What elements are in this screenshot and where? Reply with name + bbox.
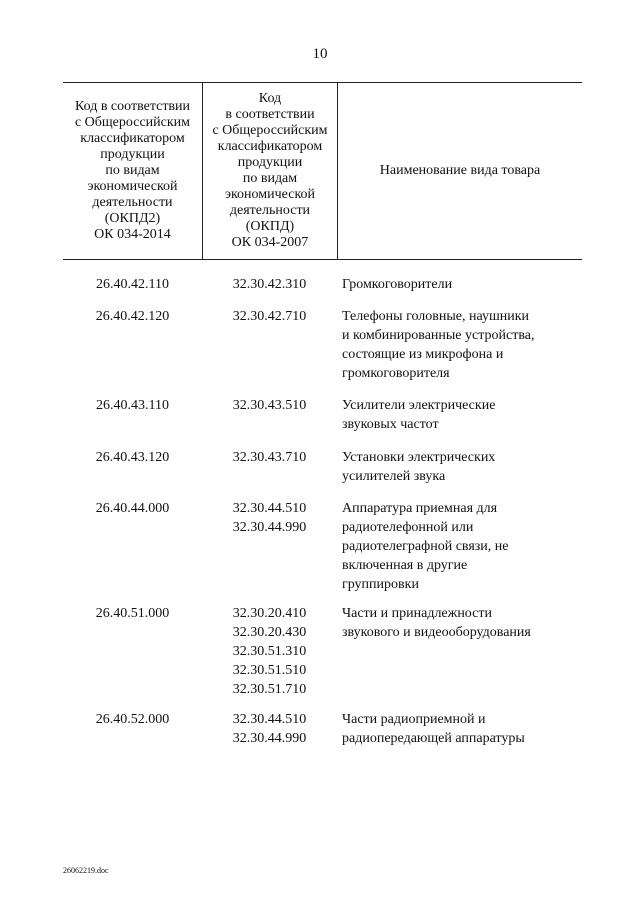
product-name-line: и комбинированные устройства, — [342, 328, 535, 343]
header-okpd2-label: Код в соответствии с Общероссийским классификатором продукции по видам экономической деятельности (ОКПД2) ОК 034-2014 — [74, 98, 191, 242]
product-name-line: состоящие из микрофона и — [342, 347, 504, 362]
product-name — [342, 275, 574, 294]
okpd-code: 32.30.51.310 — [232, 644, 307, 659]
okpd-code: 32.30.51.510 — [232, 663, 307, 678]
product-name-line: радиотелеграфной связи, не — [342, 539, 509, 554]
header-okpd-label: Код в соответствии с Общероссийским классификатором продукции по видам экономической деятельности (ОКПД) ОК 034-2007 — [212, 90, 328, 250]
okpd-code: 32.30.20.410 — [232, 606, 307, 621]
product-name — [342, 499, 574, 594]
okpd2-code: 26.40.51.000 — [95, 606, 170, 621]
product-name-line: громкоговорителя — [342, 366, 450, 381]
okpd-code: 32.30.44.510 — [232, 501, 307, 516]
okpd-codes — [203, 710, 336, 748]
header-cell-okpd — [203, 82, 337, 259]
product-name-line: усилителей звука — [342, 469, 446, 484]
product-name-line: Части радиоприемной и — [342, 712, 486, 727]
okpd-code: 32.30.43.510 — [232, 398, 307, 413]
okpd-codes — [203, 396, 336, 415]
product-name-line: звукового и видеооборудования — [342, 625, 531, 640]
header-cell-okpd2 — [63, 82, 202, 259]
product-name-line: Усилители электрические — [342, 398, 496, 413]
okpd2-code: 26.40.52.000 — [95, 712, 170, 727]
okpd2-code: 26.40.43.110 — [96, 398, 169, 413]
okpd-code: 32.30.51.710 — [232, 682, 307, 697]
okpd2-code: 26.40.43.120 — [95, 450, 170, 465]
okpd2-code: 26.40.42.120 — [95, 309, 170, 324]
okpd-code: 32.30.20.430 — [232, 625, 307, 640]
product-name — [342, 604, 574, 642]
okpd-code: 32.30.44.990 — [232, 731, 307, 746]
document-filename: 26062219.doc — [63, 866, 109, 875]
okpd-codes — [203, 604, 336, 699]
product-name-line: радиопередающей аппаратуры — [342, 731, 525, 746]
okpd-code: 32.30.42.710 — [232, 309, 307, 324]
product-name-line: радиотелефонной или — [342, 520, 474, 535]
product-name-line: звуковых частот — [342, 417, 439, 432]
product-name-line: Аппаратура приемная для — [342, 501, 498, 516]
okpd-code: 32.30.44.510 — [232, 712, 307, 727]
product-name — [342, 448, 574, 486]
product-name-line: Телефоны головные, наушники — [342, 309, 530, 324]
product-name — [342, 307, 574, 383]
product-name-line: Установки электрических — [342, 450, 496, 465]
okpd-codes — [203, 275, 336, 294]
page-number: 10 — [312, 46, 328, 62]
okpd-code: 32.30.43.710 — [232, 450, 307, 465]
product-name-line: группировки — [342, 577, 419, 592]
okpd-codes — [203, 448, 336, 467]
header-cell-name — [338, 82, 582, 259]
okpd-codes — [203, 499, 336, 537]
okpd-code: 32.30.42.310 — [232, 277, 307, 292]
okpd-code: 32.30.44.990 — [232, 520, 307, 535]
product-name-line: Части и принадлежности — [342, 606, 492, 621]
product-name — [342, 396, 574, 434]
product-name — [342, 710, 574, 748]
header-bottom-border — [63, 259, 582, 260]
okpd-codes — [203, 307, 336, 326]
product-name-line: Громкоговорители — [342, 277, 453, 292]
okpd2-code: 26.40.42.110 — [96, 277, 169, 292]
header-name-label: Наименование вида товара — [379, 162, 541, 178]
product-name-line: включенная в другие — [342, 558, 468, 573]
okpd2-code: 26.40.44.000 — [95, 501, 170, 516]
